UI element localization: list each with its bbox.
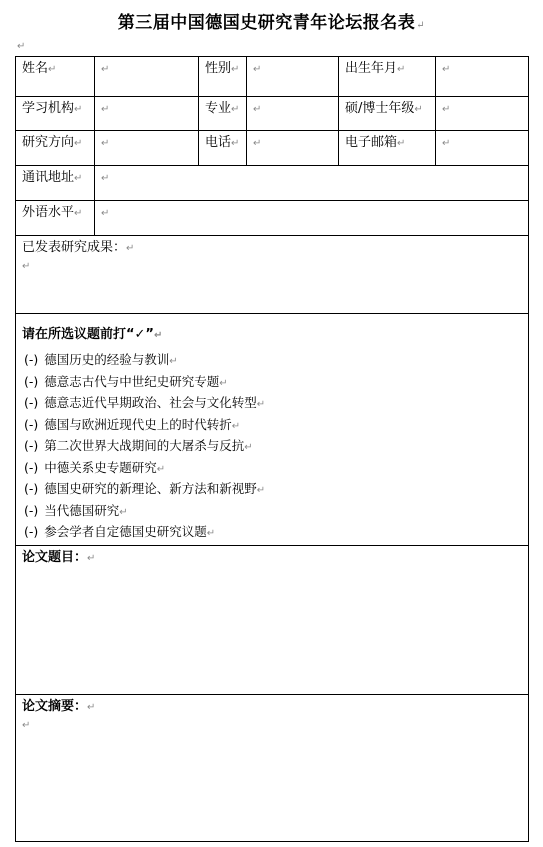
paragraph-mark-icon: ↵	[256, 485, 266, 496]
topic-checkbox[interactable]: (-)	[24, 459, 39, 475]
list-item[interactable]	[24, 393, 528, 415]
paragraph-mark-icon: ↵	[101, 138, 110, 149]
degree-field[interactable]	[436, 97, 529, 131]
paragraph-mark-icon: ↵	[231, 104, 240, 115]
paragraph-mark-icon: ↵	[414, 104, 423, 115]
birth-label-cell	[339, 57, 436, 97]
institution-label-cell	[16, 97, 95, 131]
topic-label: 德国历史的经验与教训	[44, 352, 170, 367]
paragraph-mark-icon: ↵	[169, 356, 178, 367]
topic-checkbox[interactable]: (-)	[24, 481, 39, 496]
paragraph-mark-icon: ↵	[22, 720, 31, 731]
email-field[interactable]	[436, 131, 529, 166]
paragraph-mark-icon: ↵	[156, 463, 166, 475]
topic-label: 德意志近代早期政治、社会与文化转型	[44, 395, 257, 410]
abstract-field[interactable]	[16, 695, 529, 842]
topics-list	[24, 350, 528, 544]
paragraph-mark-icon: ↵	[22, 261, 31, 272]
paragraph-mark-icon: ↵	[87, 702, 96, 713]
table-row	[16, 97, 529, 131]
name-field[interactable]	[95, 57, 199, 97]
paragraph-mark-icon: ↵	[17, 41, 26, 52]
paragraph-mark-icon: ↵	[74, 104, 83, 115]
form-title-text: 第三届中国德国史研究青年论坛报名表	[117, 13, 416, 33]
phone-label-cell	[199, 131, 247, 166]
language-label: 外语水平	[22, 205, 75, 220]
paragraph-mark-icon: ↵	[442, 138, 451, 149]
paragraph-mark-icon: ↵	[153, 330, 163, 341]
phone-label: 电话	[205, 135, 232, 150]
paragraph-mark-icon: ↵	[253, 64, 262, 75]
table-row	[16, 236, 529, 314]
institution-label: 学习机构	[22, 101, 75, 116]
paper-title-label: 论文题目：	[22, 550, 88, 565]
topics-heading-text: 请在所选议题前打“✓”	[22, 327, 154, 342]
list-item[interactable]	[24, 479, 528, 501]
publications-label: 已发表研究成果：	[22, 240, 127, 255]
topic-checkbox[interactable]: (-)	[24, 395, 39, 410]
address-field[interactable]	[95, 166, 529, 201]
paragraph-mark-icon: ↵	[442, 104, 451, 115]
table-row	[16, 314, 529, 546]
form-title	[0, 8, 543, 33]
topic-label: 当代德国研究	[44, 502, 120, 518]
paragraph-mark-icon: ↵	[231, 138, 240, 149]
paragraph-mark-icon: ↵	[244, 442, 253, 453]
paragraph-mark-icon: ↵	[74, 208, 83, 219]
list-item[interactable]	[24, 415, 528, 437]
paragraph-mark-icon: ↵	[253, 104, 262, 115]
paragraph-mark-icon: ↵	[126, 243, 135, 254]
paragraph-mark-icon: ↵	[206, 528, 216, 539]
degree-label-cell	[339, 97, 436, 131]
paragraph-mark-icon: ↵	[101, 104, 110, 115]
address-label: 通讯地址	[22, 170, 75, 185]
gender-field[interactable]	[247, 57, 339, 97]
email-label: 电子邮箱	[345, 135, 398, 150]
research-label-cell	[16, 131, 95, 166]
paragraph-mark-icon: ↵	[101, 208, 110, 219]
paragraph-mark-icon: ↵	[231, 64, 240, 75]
paragraph-mark-icon: ↵	[74, 173, 83, 184]
degree-label: 硕/博士年级	[345, 101, 415, 116]
paragraph-mark-icon: ↵	[74, 138, 83, 149]
table-row	[16, 166, 529, 201]
table-row	[16, 546, 529, 695]
topic-label: 中德关系史专题研究	[44, 459, 157, 475]
major-label-cell	[199, 97, 247, 131]
table-row	[16, 201, 529, 236]
name-label-cell	[16, 57, 95, 97]
paragraph-mark-icon: ↵	[416, 20, 426, 31]
paragraph-mark-icon: ↵	[219, 377, 228, 389]
birth-field[interactable]	[436, 57, 529, 97]
language-label-cell	[16, 201, 95, 236]
registration-table	[15, 56, 529, 842]
list-item[interactable]	[24, 458, 528, 480]
paragraph-mark-icon: ↵	[119, 506, 128, 518]
table-row	[16, 695, 529, 842]
abstract-label: 论文摘要：	[22, 699, 88, 714]
paragraph-mark-icon: ↵	[87, 553, 96, 564]
paragraph-mark-icon: ↵	[48, 64, 57, 75]
list-item[interactable]	[24, 522, 528, 544]
paragraph-mark-icon: ↵	[442, 64, 451, 75]
topic-checkbox[interactable]: (-)	[24, 352, 39, 367]
language-field[interactable]	[95, 201, 529, 236]
institution-field[interactable]	[95, 97, 199, 131]
topic-label: 第二次世界大战期间的大屠杀与反抗	[44, 438, 245, 453]
publications-field[interactable]	[16, 236, 529, 314]
research-label: 研究方向	[22, 135, 75, 150]
table-row	[16, 131, 529, 166]
birth-label: 出生年月	[345, 61, 398, 76]
major-field[interactable]	[247, 97, 339, 131]
name-label: 姓名	[22, 61, 49, 76]
paragraph-mark-icon: ↵	[256, 399, 266, 410]
list-item[interactable]	[24, 436, 528, 458]
topic-checkbox[interactable]: (-)	[24, 438, 39, 453]
topic-label: 德意志古代与中世纪史研究专题	[44, 373, 220, 389]
topic-checkbox[interactable]: (-)	[24, 416, 39, 432]
gender-label: 性别	[205, 61, 232, 76]
research-field[interactable]	[95, 131, 199, 166]
topic-label: 参会学者自定德国史研究议题	[44, 524, 207, 539]
topics-heading	[22, 326, 528, 344]
paragraph-mark-icon: ↵	[101, 64, 110, 75]
major-label: 专业	[205, 101, 232, 116]
paragraph-mark-icon: ↵	[231, 420, 241, 432]
paragraph-mark-icon: ↵	[397, 138, 406, 149]
paragraph-mark-icon: ↵	[397, 64, 406, 75]
topic-label: 德国史研究的新理论、新方法和新视野	[44, 481, 257, 496]
topic-checkbox[interactable]: (-)	[24, 373, 39, 389]
phone-field[interactable]	[247, 131, 339, 166]
email-label-cell	[339, 131, 436, 166]
list-item[interactable]	[24, 372, 528, 394]
paragraph-mark-icon: ↵	[253, 138, 262, 149]
topic-label: 德国与欧洲近现代史上的时代转折	[44, 416, 232, 432]
paper-title-field[interactable]	[16, 546, 529, 695]
list-item[interactable]	[24, 501, 528, 523]
address-label-cell	[16, 166, 95, 201]
table-row	[16, 57, 529, 97]
topic-checkbox[interactable]: (-)	[24, 502, 39, 518]
topic-checkbox[interactable]: (-)	[24, 524, 39, 539]
paragraph-mark-icon: ↵	[101, 173, 110, 184]
gender-label-cell	[199, 57, 247, 97]
topics-cell	[16, 314, 529, 546]
list-item[interactable]	[24, 350, 528, 372]
